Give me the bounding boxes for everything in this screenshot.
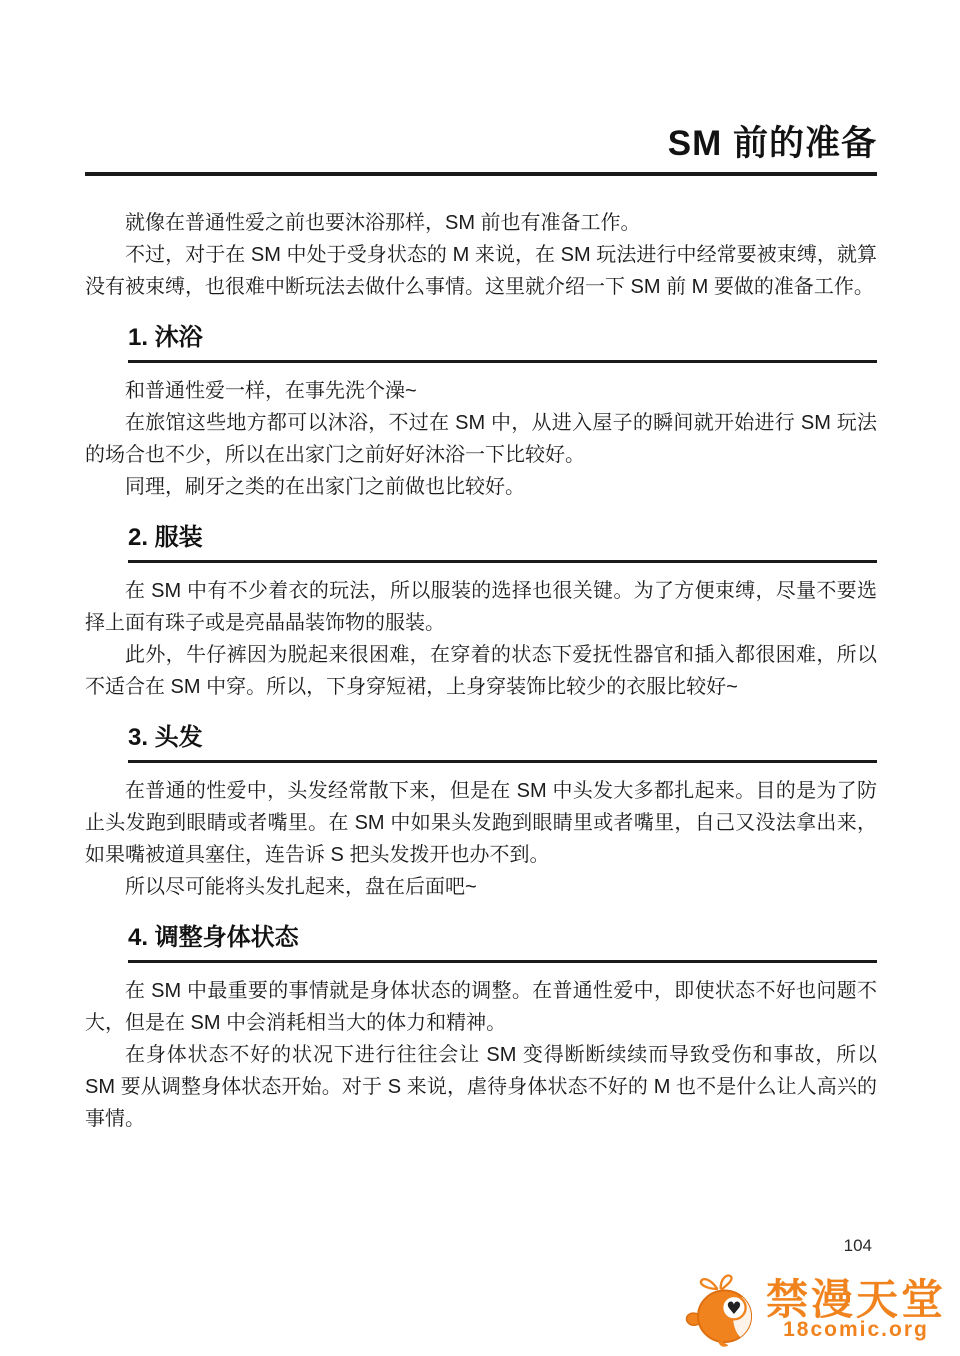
section-body <box>85 375 877 503</box>
svg-text:♥: ♥ <box>726 1298 742 1319</box>
whale-mascot-icon <box>684 1270 762 1350</box>
section-heading-1: 1. 沐浴 <box>128 324 877 363</box>
site-watermark <box>684 1270 946 1350</box>
brand-text-block <box>765 1276 946 1341</box>
intro-paragraph: 就像在普通性爱之前也要沐浴那样，SM 前也有准备工作。 <box>125 212 641 234</box>
paragraph: 和普通性爱一样，在事先洗个澡~ <box>125 380 417 402</box>
section-body <box>85 775 877 903</box>
paragraph: 在普通的性爱中，头发经常散下来，但是在 SM 中头发大多都扎起来。目的是为了防止头发跑到眼睛或者嘴里。在 SM 中如果头发跑到眼睛里或者嘴里，自己又没法拿出来，如果嘴被道具塞住，连告诉 S 把头发拨开也办不到。 <box>85 780 877 866</box>
section-body <box>85 975 877 1135</box>
paragraph: 在 SM 中有不少着衣的玩法，所以服装的选择也很关键。为了方便束缚，尽量不要选择上面有珠子或是亮晶晶装饰物的服装。 <box>85 580 877 634</box>
section-body-condition <box>85 924 877 1135</box>
site-url: 18comic.org <box>783 1318 929 1341</box>
section-body <box>85 575 877 703</box>
paragraph: 同理，刷牙之类的在出家门之前做也比较好。 <box>125 476 525 498</box>
paragraph: 在旅馆这些地方都可以沐浴，不过在 SM 中，从进入屋子的瞬间就开始进行 SM 玩法的场合也不少，所以在出家门之前好好沐浴一下比较好。 <box>85 412 877 466</box>
section-heading-2: 2. 服装 <box>128 524 877 563</box>
section-heading-4: 4. 调整身体状态 <box>128 924 877 963</box>
intro-block <box>85 207 877 303</box>
intro-paragraph: 不过，对于在 SM 中处于受身状态的 M 来说，在 SM 玩法进行中经常要被束缚，就算没有被束缚，也很难中断玩法去做什么事情。这里就介绍一下 SM 前 M 要做的准备工作。 <box>85 244 877 298</box>
paragraph: 在 SM 中最重要的事情就是身体状态的调整。在普通性爱中，即使状态不好也问题不大，但是在 SM 中会消耗相当大的体力和精神。 <box>85 980 877 1034</box>
page-number: 104 <box>843 1236 872 1255</box>
site-name: 禁漫天堂 <box>765 1276 946 1323</box>
section-hair <box>85 724 877 903</box>
section-clothing <box>85 524 877 703</box>
page-content <box>0 123 960 1135</box>
page-title: SM 前的准备 <box>667 124 877 163</box>
section-heading-3: 3. 头发 <box>128 724 877 763</box>
paragraph: 所以尽可能将头发扎起来，盘在后面吧~ <box>125 876 477 898</box>
section-bathing <box>85 324 877 503</box>
paragraph: 在身体状态不好的状况下进行往往会让 SM 变得断断续续而导致受伤和事故，所以 SM 要从调整身体状态开始。对于 S 来说，虐待身体状态不好的 M 也不是什么让人高兴的事情。 <box>85 1044 877 1130</box>
title-rule <box>85 172 877 176</box>
paragraph: 此外，牛仔裤因为脱起来很困难，在穿着的状态下爱抚性器官和插入都很困难，所以不适合在 SM 中穿。所以，下身穿短裙，上身穿装饰比较少的衣服比较好~ <box>85 644 877 698</box>
